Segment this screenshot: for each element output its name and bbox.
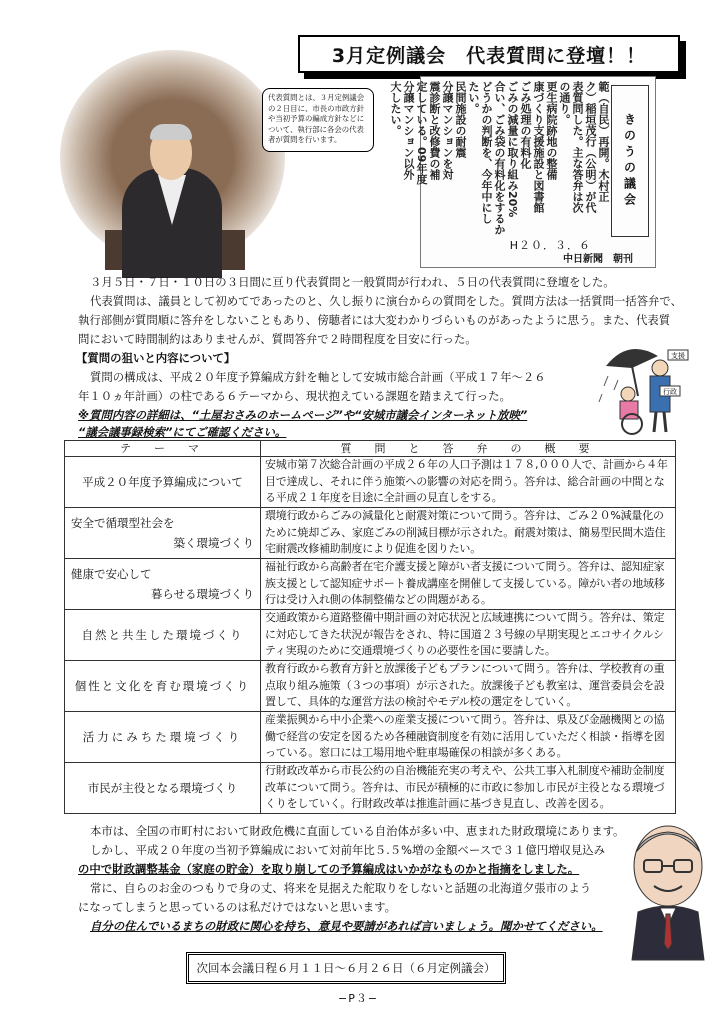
theme-cell: 安全で循環型社会を 築く環境づくり [65,508,261,559]
explanation-bubble: 代表質問とは、３月定例議会の２日目に、市長の市政方針や当初予算の編成方針などについて、執行部に各会の代表者が質問を行います。 [262,88,374,152]
theme-cell: 個性と文化を育む環境づくり [65,661,261,712]
summary-cell: 環境行政からごみの減量化と耐震対策について問う。答弁は、ごみ２０%減量化のために焼却ごみ、家庭ごみの削減目標が示された。耐震対策は、簡易型民間木造住宅耐震改修補助制度により促進を図りたい。 [261,508,676,559]
intro-line: 執行部側が質問順に答弁をしないこともあり、傍聴者には大変わかりづらいものがあったように思う。また、代表質 [78,313,671,327]
summary-cell: 産業振興から中小企業への産業支援について問う。答弁は、県及び金融機関との協働で経営の安定を図るため各種融資制度を有効に活用していただく相談・指導を図っている。窓口には工場用地や駐車場確保の相談が多くある。 [261,712,676,763]
clipping-column: 表質問した。主な答弁は次 [571,81,584,213]
clipping-column: ク）稲垣茂行（公明）が代 [584,81,597,213]
details-note: ※質問内容の詳細は、“土屋おさみのホームページ”や“安城市議会インターネット放映” [78,408,528,422]
closing-line: しかし、平成２０年度の当初予算編成において対前年比５.５%増の金額ベースで３１億円増収見込み [90,843,606,857]
section-heading: 【質問の狙いと内容について】 [76,351,236,365]
clipping-column: の通り。 [558,81,571,125]
clipping-column: 範（自民）再開。木村正 [597,81,610,202]
clipping-column: 更生病院跡地の整備 [545,81,558,180]
sign-administration: 行政 [663,388,677,396]
clipping-badge: きのうの議会 [611,85,649,237]
table-header-theme: テ ー マ [65,441,261,457]
closing-line: 常に、自らのお金のつもりで身の丈、将来を見据えた舵取りをしないと話題の北海道夕張市のよう [90,881,592,895]
summary-cell: 行財政改革から市長公約の自治機能充実の考えや、公共工事入札制度や補助金制度改革について問う。答弁は、市民が積極的に市政に参加し市民が主役となる環境づくりをしていく。行財政改革は推進計画に基づき見直し、改善を図る。 [261,763,676,814]
clipping-source: 中日新聞 朝刊 [563,254,633,265]
clipping-column: 合い、ごみ袋の有料化をするか [493,81,506,235]
summary-cell: 安城市第７次総合計画の平成２６年の人口予測は１７８,０００人で、計画から４年目で達成し、それに伴う施策への影響の対応を問う。答弁は、総合計画の中間となる平成２１年度を目途に全計画の見直しをする。 [261,457,676,508]
theme-cell: 自然と共生した環境づくり [65,610,261,661]
clipping-column: たい。 [467,81,480,114]
table-row [65,457,676,508]
details-note: “議会議事録検索”にてご確認ください。 [78,425,287,439]
clipping-column: 震診断と改修費の補 [428,81,441,180]
table-row [65,610,676,661]
table-row [65,508,676,559]
section-body-line: 質問の構成は、平成２０年度予算編成方針を軸として安城市総合計画（平成１７年〜２６ [90,370,546,384]
support-illustration [598,336,690,436]
section-body-line: 年１０ヵ年計画）の柱である６テーマから、現状抱えている課題を踏まえて行った。 [78,389,511,403]
theme-cell: 活力にみちた環境づくり [65,712,261,763]
newspaper-clipping [389,76,656,268]
table-row [65,763,676,814]
clipping-date: H２０．３．６ [509,239,591,252]
clipping-column: 大したい。 [389,81,402,136]
clipping-column: ごみの減量に取り組み20% [506,81,519,218]
clipping-column: 民間施設の耐震 [454,81,467,158]
clipping-column: ごみ処理の有料化 [519,81,532,169]
closing-appeal: 自分の住んでいるまちの財政に関心を持ち、意見や要請があれば言いましょう。聞かせてください。 [90,919,603,933]
theme-cell: 健康で安心して 暮らせる環境づくり [65,559,261,610]
speaker-photo [60,50,285,265]
qa-table [64,440,676,814]
intro-line: 問において時間制約はありませんが、質問答弁で２時間程度を目安に行った。 [78,332,477,346]
page-number: −P３− [338,992,379,1005]
closing-line: になってしまうと思っているのは私だけではないと思います。 [78,900,397,914]
clipping-column: 康づくり支援施設と図書館 [532,81,545,213]
sign-support: 支援 [671,352,685,360]
table-row [65,661,676,712]
clipping-column: 分譲マンション以外 [402,81,415,180]
summary-cell: 交通政策から道路整備中期計画の対応状況と広域連携について問う。答弁は、策定に対応してきた状況が報告をされ、特に国道２３号線の早期実現とエコサイクルシティ実現のために交通環境づくりの必要性を国に要請した。 [261,610,676,661]
intro-line: 代表質問は、議員として初めてであったのと、久し振りに演台からの質問をした。質問方法は一括質問一括答弁で、 [90,294,682,308]
page-title: 3月定例議会 代表質問に登壇！！ [298,35,680,73]
author-portrait [622,816,714,960]
table-header-summary: 質 問 と 答 弁 の 概 要 [261,441,676,457]
clipping-columns [389,81,610,241]
summary-cell: 福祉行政から高齢者在宅介護支援と障がい者支援について問う。答弁は、認知症家族支援として認知症サポート養成講座を開催して支援している。障がい者の地域移行は受け入れ側の体制整備などの問題がある。 [261,559,676,610]
clipping-column: どうかの判断を、今年中にし [480,81,493,224]
next-session-box: 次回本会議日程６月１１日〜６月２６日（６月定例議会） [186,952,506,984]
closing-line: 本市は、全国の市町村において財政危機に直面している自治体が多い中、恵まれた財政環境にあります。 [90,824,625,838]
theme-cell: 市民が主役となる環境づくり [65,763,261,814]
clipping-column: 定している。09年度 [415,81,428,185]
intro-line: ３月５日・７日・１０日の３日間に亘り代表質問と一般質問が行われ、５日の代表質問に登壇をした。 [90,275,615,289]
theme-cell: 平成２０年度予算編成について [65,457,261,508]
clipping-column: 分譲マンションを対 [441,81,454,180]
closing-line: の中で財政調整基金（家庭の貯金）を取り崩しての予算編成はいかがなものかと指摘をしました。 [78,862,580,876]
summary-cell: 教育行政から教育方針と放課後子どもプランについて問う。答弁は、学校教育の重点取り組み施策（３つの事項）が示された。放課後子ども教室は、運営委員会を設置して、具体的な運営方法の検討やモデル校の選定をしていく。 [261,661,676,712]
table-row [65,559,676,610]
table-row [65,712,676,763]
